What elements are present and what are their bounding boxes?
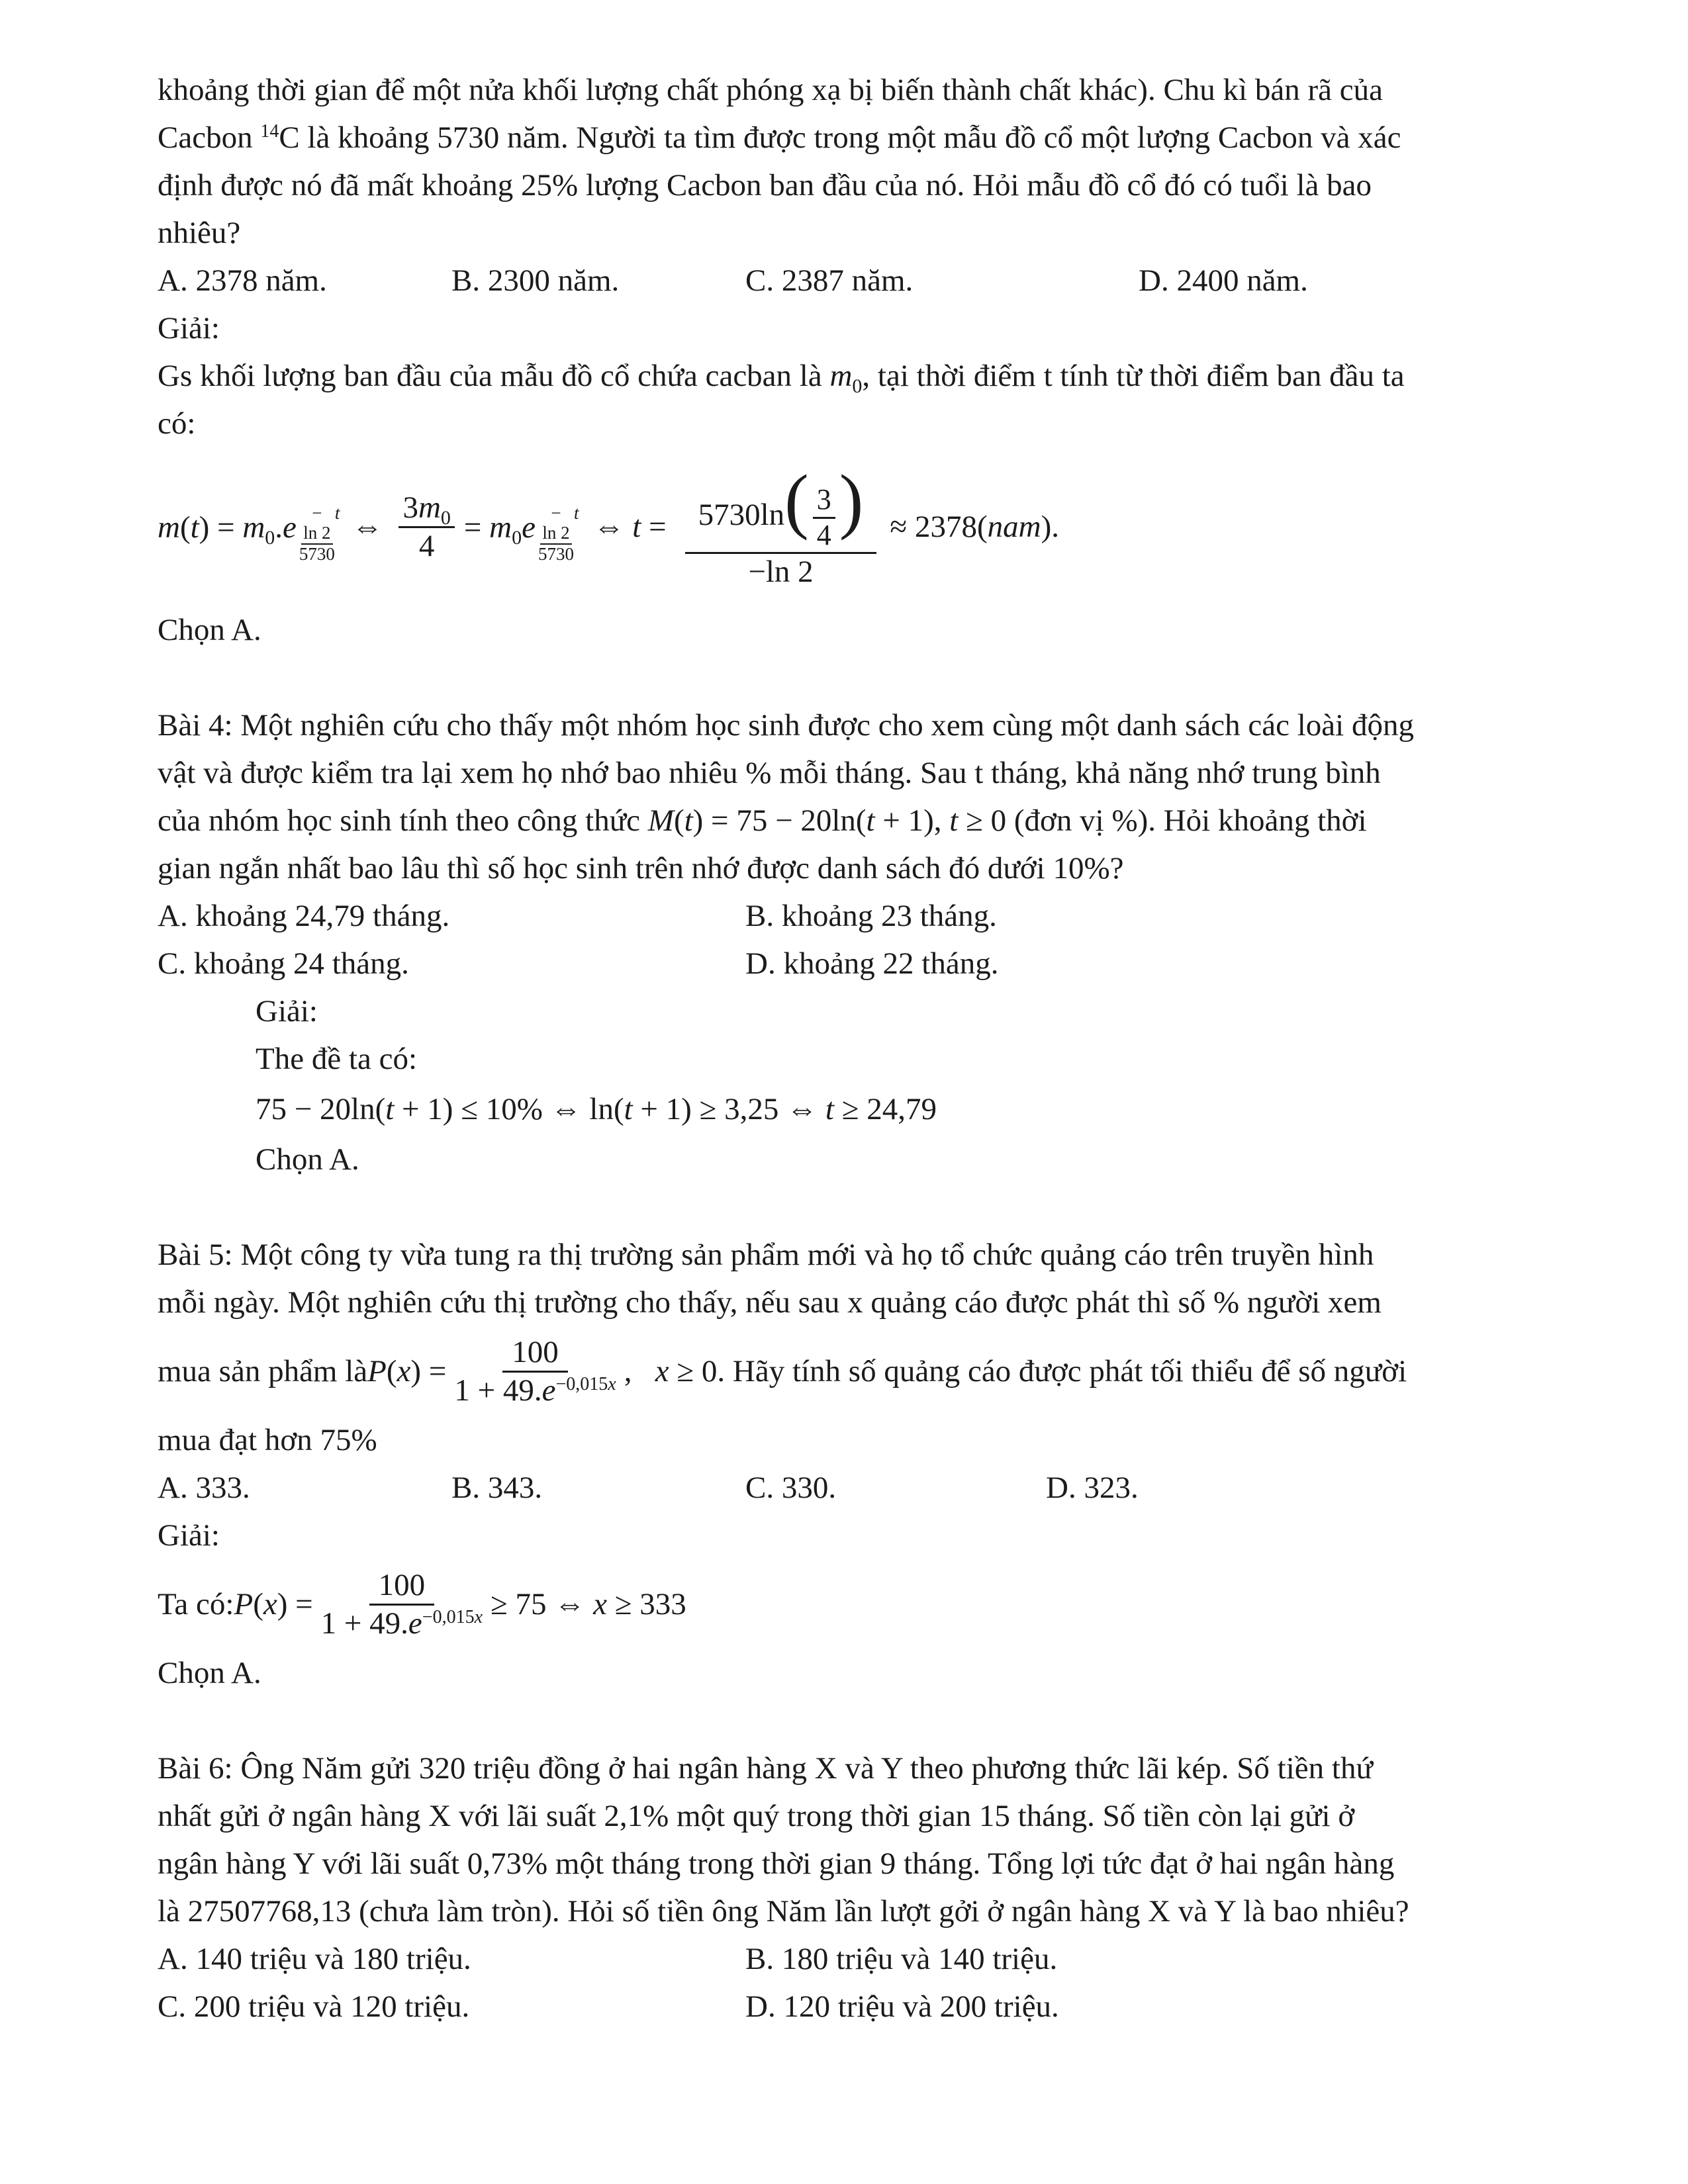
bai6-text-line-4: là 27507768,13 (chưa làm tròn). Hỏi số tiền ông Năm lần lượt gởi ở ngân hàng X và Y là bao nhiêu?: [158, 1894, 1409, 1929]
option-b: B. 180 triệu và 140 triệu.: [745, 1942, 1058, 1976]
option-a: A. 2378 năm.: [158, 263, 327, 298]
bai3-text-line-4: nhiêu?: [158, 216, 241, 250]
bai5-equation: Ta có: P(x) = $\frac{100}{1 + 49.e^{-0,015x}}$ ≥ 75 ⇔ x ≥ 333: [158, 1568, 686, 1641]
bai3-text-line-3: định được nó đã mất khoảng 25% lượng Cacbon ban đầu của nó. Hỏi mẫu đồ cổ đó có tuổi là bao: [158, 168, 1372, 203]
option-d: D. 2400 năm.: [1139, 263, 1308, 298]
bai3-text-line-2: Cacbon $^{14}$C là khoảng 5730 năm. Người ta tìm được trong một mẫu đồ cổ một lượng Cacbon và xác: [158, 120, 1401, 155]
bai3-chon: Chọn A.: [158, 613, 261, 647]
bai4-text-line-3: của nhóm học sinh tính theo công thức M(t) = 75 − 20ln(t + 1), t ≥ 0 (đơn vị %). Hỏi khoảng thời: [158, 803, 1367, 838]
bai5-text-line-3: mua sản phẩm là P(x) = $\frac{100}{1 + 49.e^{-0,015x}}$ , x ≥ 0 . Hãy tính số quảng cáo được phát tối thiểu để số người: [158, 1335, 1407, 1408]
bai4-options-row-1: [158, 892, 1601, 940]
bai3-options: [158, 257, 1601, 304]
option-b: B. 2300 năm.: [451, 263, 620, 298]
option-c: C. 2387 năm.: [745, 263, 914, 298]
option-c: C. 330.: [745, 1471, 837, 1505]
bai4-chon: Chọn A.: [256, 1142, 359, 1177]
bai5-chon: Chọn A.: [158, 1656, 261, 1690]
bai4-options-row-2: [158, 940, 1601, 987]
bai5-text-line-2: mỗi ngày. Một nghiên cứu thị trường cho thấy, nếu sau x quảng cáo được phát thì số % người xem: [158, 1285, 1382, 1320]
bai5-text-line-1: Bài 5: Một công ty vừa tung ra thị trường sản phẩm mới và họ tổ chức quảng cáo trên truyền hình: [158, 1238, 1374, 1272]
bai5-giai-label: Giải:: [158, 1518, 220, 1553]
option-d: D. 120 triệu và 200 triệu.: [745, 1989, 1059, 2024]
bai4-equation: 75 − 20ln(t + 1) ≤ 10% ⇔ ln(t + 1) ≥ 3,25 ⇔ t ≥ 24,79: [256, 1092, 937, 1126]
option-c: C. khoảng 24 tháng.: [158, 946, 409, 981]
isotope-number: 14: [260, 121, 279, 142]
bai6-options-row-2: [158, 1983, 1601, 2030]
bai4-giai-label: Giải:: [256, 994, 318, 1028]
option-a: A. khoảng 24,79 tháng.: [158, 899, 450, 933]
bai5-options: [158, 1464, 1601, 1512]
option-c: C. 200 triệu và 120 triệu.: [158, 1989, 470, 2024]
option-d: D. 323.: [1046, 1471, 1139, 1505]
bai6-text-line-2: nhất gửi ở ngân hàng X với lãi suất 2,1% một quý trong thời gian 15 tháng. Số tiền còn lại gửi ở: [158, 1799, 1355, 1833]
option-b: B. khoảng 23 tháng.: [745, 899, 997, 933]
bai3-giai-label: Giải:: [158, 311, 220, 345]
bai4-text-line-2: vật và được kiểm tra lại xem họ nhớ bao nhiêu % mỗi tháng. Sau t tháng, khả năng nhớ trung bình: [158, 756, 1381, 790]
bai3-text-line-1: khoảng thời gian để một nửa khối lượng chất phóng xạ bị biến thành chất khác). Chu kì bán rã của: [158, 73, 1383, 107]
option-a: A. 140 triệu và 180 triệu.: [158, 1942, 471, 1976]
bai6-text-line-1: Bài 6: Ông Năm gửi 320 triệu đồng ở hai ngân hàng X và Y theo phương thức lãi kép. Số tiền thứ: [158, 1751, 1373, 1786]
bai3-solution-line-1: Gs khối lượng ban đầu của mẫu đồ cổ chứa cacban là $m_0$, tại thời điểm t tính từ thời điểm ban đầu ta: [158, 359, 1405, 397]
bai5-text-line-4: mua đạt hơn 75%: [158, 1423, 377, 1457]
option-d: D. khoảng 22 tháng.: [745, 946, 999, 981]
bai3-equation: $m(t) = m_0.e$ − ln 2 5730 $^t$ ⇔ $\frac{3m_0}{4}$ = $m_0e$ − ln 2 5730 $^t$ ⇔ t = 5730ln( $\frac{3}{4}$ ) −ln 2 ≈ 2378(nam).: [158, 459, 1059, 590]
option-a: A. 333.: [158, 1471, 250, 1505]
bai4-the-de: The đề ta có:: [256, 1042, 418, 1076]
document-page: [158, 66, 1601, 2030]
option-b: B. 343.: [451, 1471, 543, 1505]
bai6-options-row-1: [158, 1935, 1601, 1983]
bai4-solution: [158, 987, 1601, 1183]
bai4-text-line-4: gian ngắn nhất bao lâu thì số học sinh trên nhớ được danh sách đó dưới 10%?: [158, 851, 1124, 886]
bai4-text-line-1: Bài 4: Một nghiên cứu cho thấy một nhóm học sinh được cho xem cùng một danh sách các loài động: [158, 708, 1414, 743]
bai6-text-line-3: ngân hàng Y với lãi suất 0,73% một tháng trong thời gian 9 tháng. Tổng lợi tức đạt ở hai ngân hàng: [158, 1846, 1395, 1881]
bai3-solution-line-2: có:: [158, 406, 196, 441]
